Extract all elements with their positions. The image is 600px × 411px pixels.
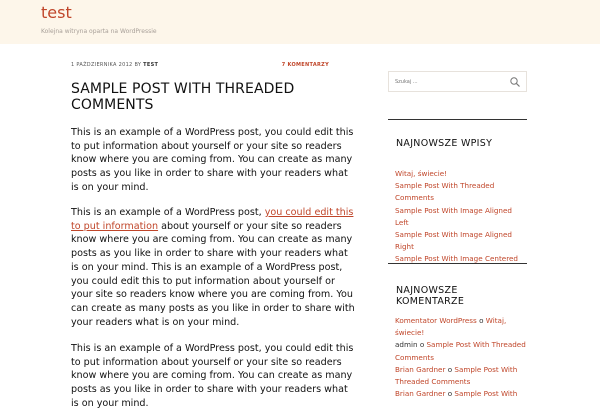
post-paragraph-2-text-b: about yourself or your site so readers know where you are coming from. You can create as many posts as you like in order to share with your readers what is on your mind. This is an example of a WordPress post, you could edit this to put information about yourself or your site so readers know where you are coming from. You can create as many posts as you like in order to share with your readers what is on your mind. — [71, 220, 355, 328]
recent-posts-title: NAJNOWSZE WPISY — [396, 138, 493, 149]
comment-author-link[interactable]: Komentator WordPress — [395, 316, 477, 325]
recent-post-link[interactable]: Sample Post With Image Aligned Left — [395, 205, 512, 227]
post-title[interactable]: SAMPLE POST WITH THREADED COMMENTS — [71, 81, 295, 113]
post-comments-link[interactable]: 7 KOMENTARZY — [281, 62, 329, 68]
post-meta — [71, 62, 329, 68]
post-author-link[interactable]: TEST — [143, 62, 159, 68]
search-input[interactable] — [395, 77, 505, 87]
site-title[interactable]: test — [41, 3, 72, 22]
widget-divider — [388, 263, 527, 264]
recent-comments-list — [395, 315, 527, 400]
post-by: BY — [134, 62, 142, 68]
list-item — [395, 339, 527, 363]
post-inline-link[interactable]: you could edit this to put information — [71, 207, 354, 232]
comment-separator: o — [445, 389, 455, 399]
search-icon[interactable] — [509, 76, 521, 88]
comment-author-link[interactable]: Brian Gardner — [395, 389, 446, 399]
list-item — [395, 315, 527, 339]
comment-post-link[interactable]: Sample Post With — [454, 389, 518, 399]
comment-author-link[interactable]: Brian Gardner — [395, 364, 446, 374]
comment-author: admin — [395, 340, 418, 350]
comment-separator: o — [445, 364, 455, 374]
list-item — [395, 180, 527, 204]
list-item — [395, 388, 527, 400]
site-description: Kolejna witryna oparta na WordPressie — [41, 28, 157, 35]
search-form — [388, 71, 527, 92]
post-paragraph-2-text-a: This is an example of a WordPress post, — [71, 207, 265, 218]
list-item — [395, 229, 527, 253]
recent-post-link[interactable]: Sample Post With Image Centered — [395, 254, 518, 264]
comment-separator: o — [476, 316, 486, 325]
recent-posts-list — [395, 168, 527, 266]
post-paragraph-1: This is an example of a WordPress post, you could edit this to put information about yourself or your site so readers know where you are coming from. You can create as many posts as you like in order to share with your readers what is on your mind. — [71, 127, 354, 193]
comment-separator: o — [417, 340, 427, 350]
comment-post-link[interactable]: Sample Post With Threaded Comments — [395, 340, 526, 362]
recent-post-link[interactable]: Witaj, świecie! — [395, 169, 448, 178]
list-item — [395, 364, 527, 388]
comment-post-link[interactable]: Witaj, świecie! — [395, 316, 507, 338]
recent-comments-title: NAJNOWSZE KOMENTARZE — [396, 285, 465, 307]
post-date: 1 PAŹDZIERNIKA 2012 — [71, 62, 133, 68]
widget-divider — [388, 119, 527, 120]
list-item — [395, 168, 527, 180]
site-header — [0, 0, 600, 44]
comment-post-link[interactable]: Sample Post With Threaded Comments — [395, 364, 518, 387]
recent-post-link[interactable]: Sample Post With Image Aligned Right — [395, 230, 512, 252]
recent-post-link[interactable]: Sample Post With Threaded Comments — [395, 181, 495, 203]
post-paragraph-2 — [71, 206, 355, 329]
post-paragraph-3: This is an example of a WordPress post, you could edit this to put information about yourself or your site so readers know where you are coming from. You can create as many posts as you like in order to share with your readers what is on your mind. — [71, 343, 354, 409]
list-item — [395, 205, 527, 229]
